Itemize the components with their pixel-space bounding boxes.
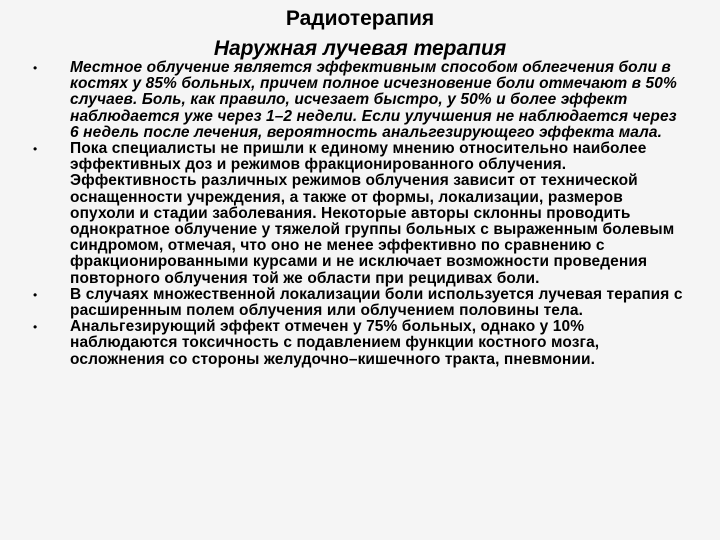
bullet-text: Анальгезирующий эффект отмечен у 75% больных, однако у 10% наблюдаются токсичность с подавлением функции костного мозга, осложнения со стороны желудочно–кишечного тракта, пневмонии. [70,318,600,368]
slide-title: Радиотерапия [285,7,435,30]
bullet-item [33,287,683,319]
bullet-list [33,60,683,368]
bullet-dot-icon: • [33,142,38,157]
bullet-text: В случаях множественной локализации боли используется лучевая терапия с расширенным полем облучения или облучением половины тела. [70,285,683,320]
bullet-item [33,319,683,368]
bullet-text: Местное облучение является эффективным способом облегчения боли в костях у 85% больных, причем полное исчезновение боли отмечают в 50% случаев. Боль, как правило, исчезает быстро, у 50% и более эффект наблюдается уже через 1–2 недели. Если улучшения не наблюдается через 6 недель после лечения, вероятность анальгезирующего эффекта мала. [70,59,677,141]
bullet-item [33,60,683,141]
slide-subtitle: Наружная лучевая терапия [213,37,507,60]
bullet-item [33,141,683,287]
bullet-dot-icon: • [33,287,38,302]
bullet-dot-icon: • [33,320,38,335]
bullet-dot-icon: • [33,61,38,75]
bullet-text: Пока специалисты не пришли к единому мнению относительно наиболее эффективных доз и режимов фракционированного облучения. Эффективность различных режимов облучения зависит от технической оснащенности учреждения, а также от формы, локализации, размеров опухоли и стадии заболевания. Некоторые авторы склонны проводить однократное облучение у тяжелой группы больных с выраженным болевым синдромом, отмечая, что оно не менее эффективно по сравнению с фракционированными курсами и не исключает возможности проведения повторного облучения той же области при рецидивах боли. [70,140,675,287]
